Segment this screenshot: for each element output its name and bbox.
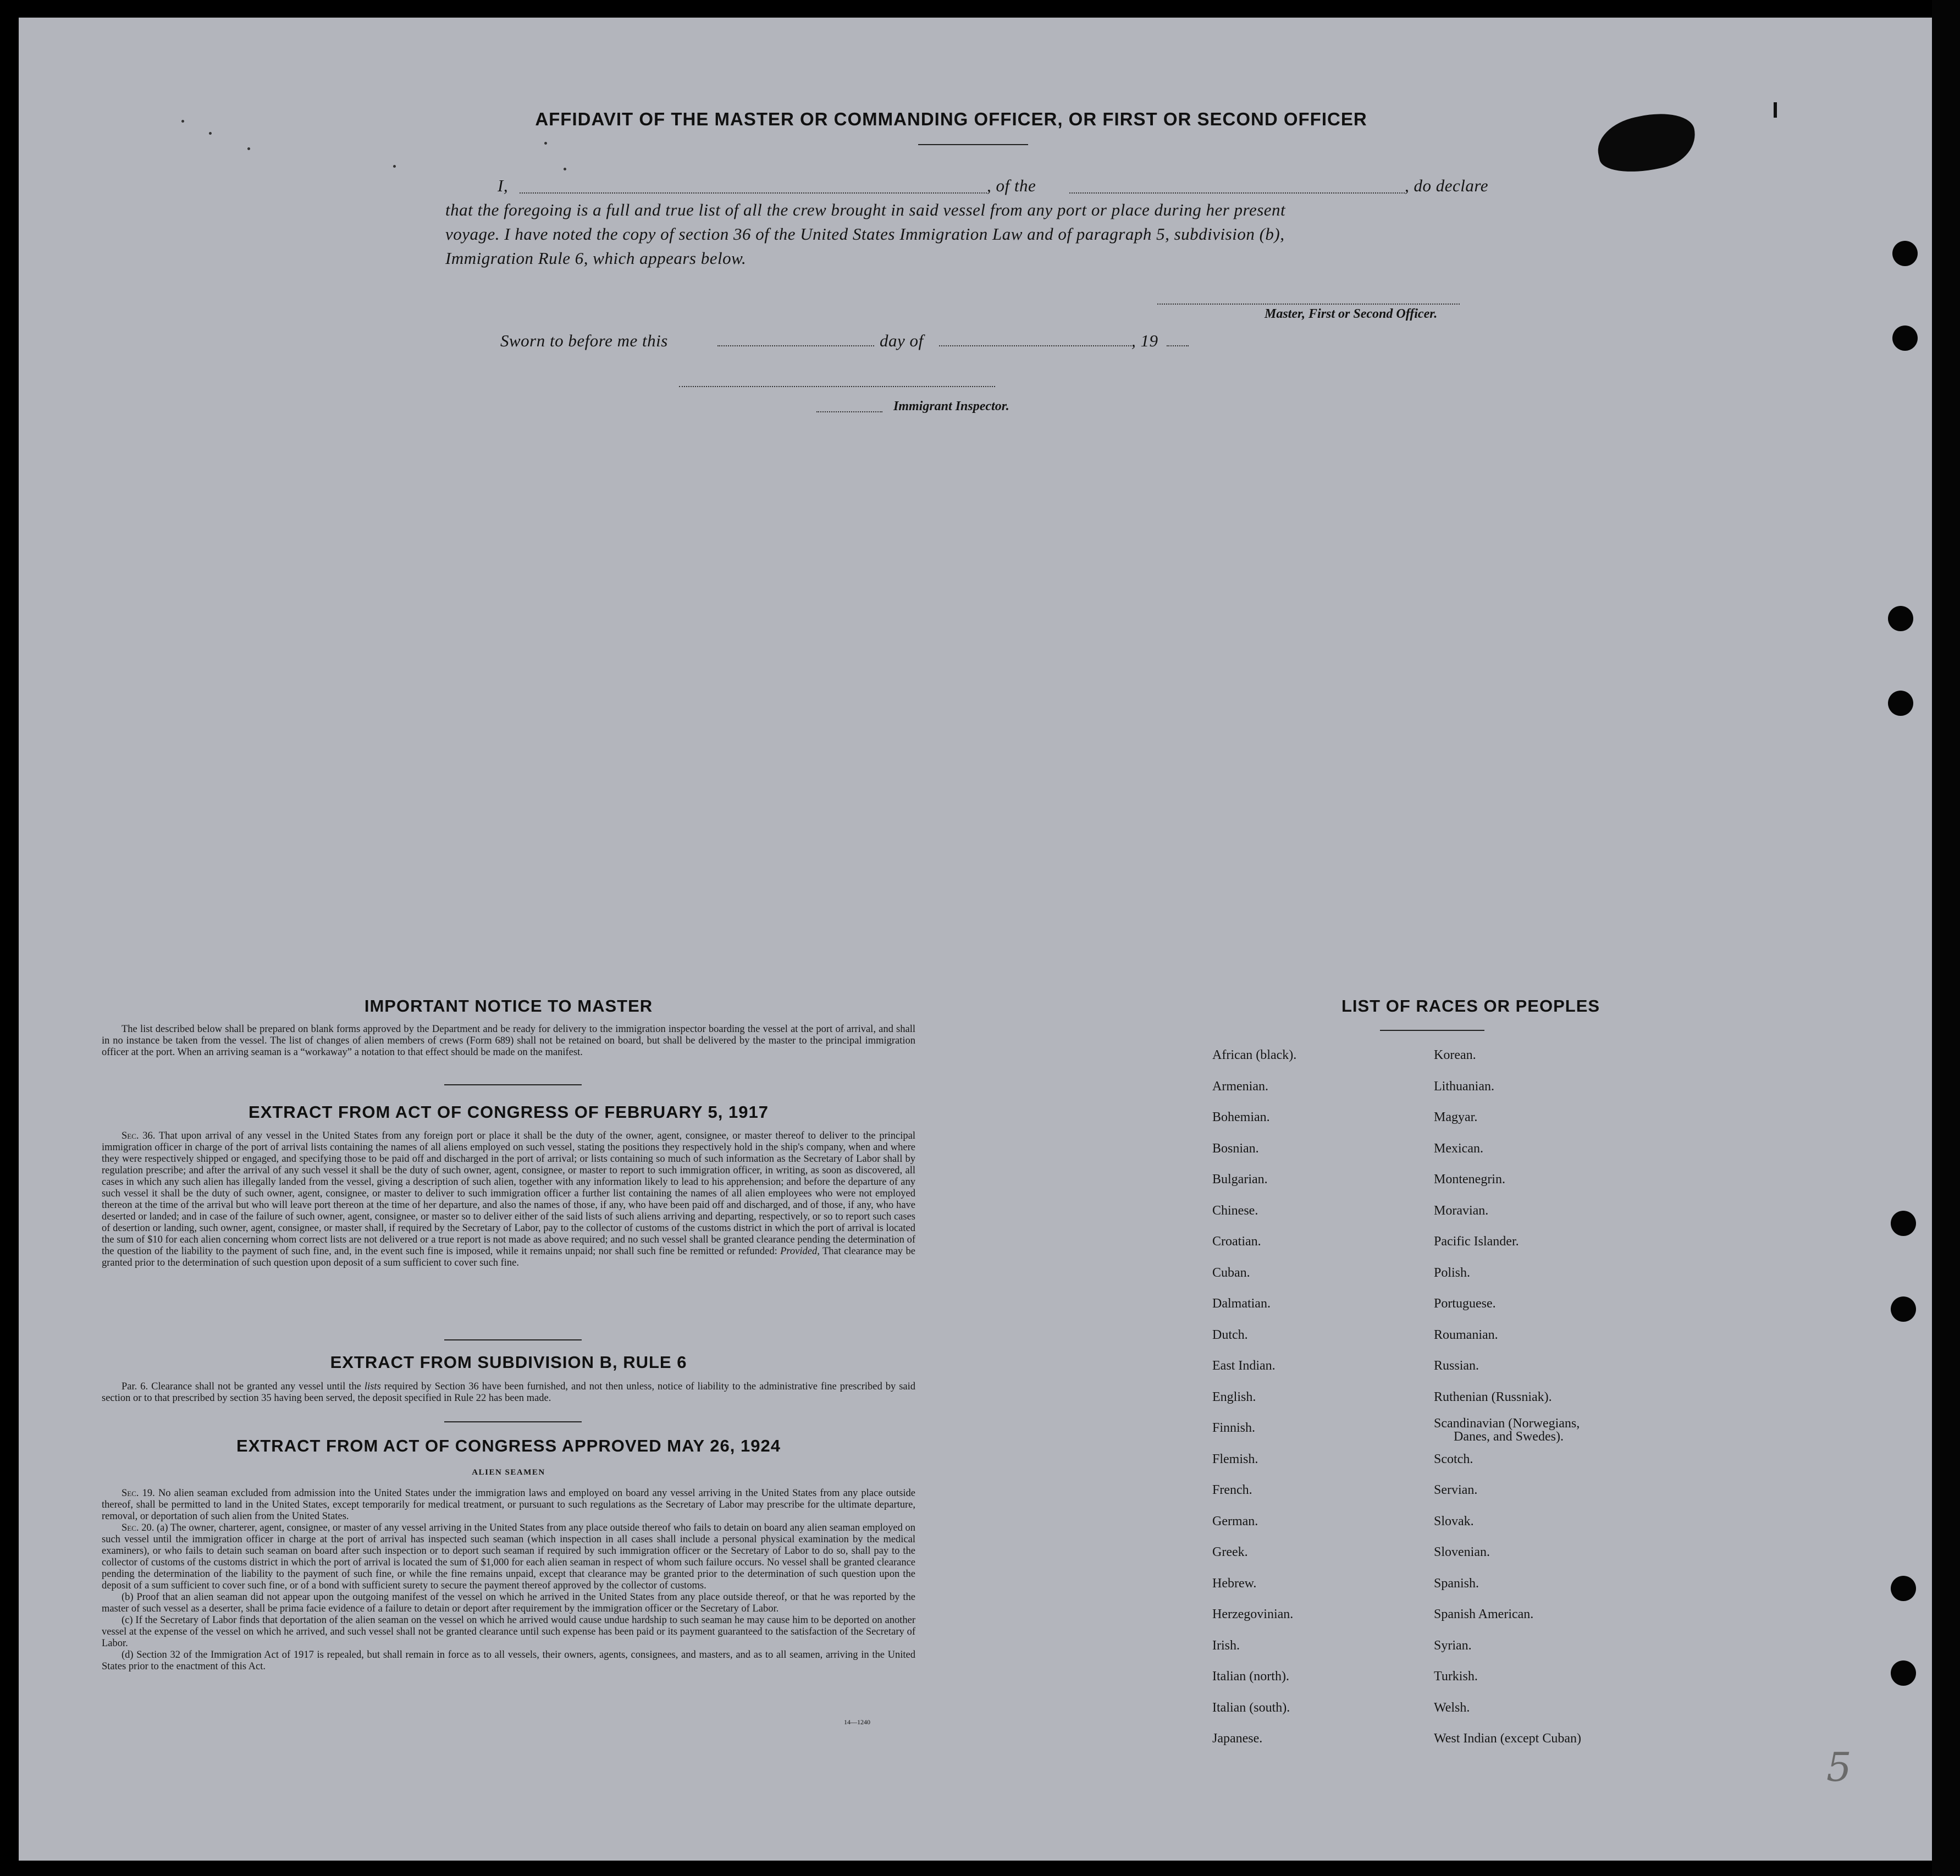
section-rule: [444, 1339, 582, 1340]
races-rule: [1380, 1030, 1484, 1031]
race-item: Croatian.: [1212, 1234, 1261, 1249]
race-item: West Indian (except Cuban): [1434, 1731, 1581, 1746]
race-item: Finnish.: [1212, 1421, 1256, 1435]
rule-6-body: [102, 1381, 915, 1404]
race-item: Dutch.: [1212, 1327, 1248, 1342]
sec-36-text: That upon arrival of any vessel in the United States from any foreign port or place it shall be the duty of the owner, agent, consignee, or master thereof to deliver to the principal immigration officer in charge of the port of arrival lists containing the names of all aliens employed on such vessel, stating the positions they respectively hold in the ship's company, when and where they were respectively shipped or engaged, and specifying those to be paid off and discharged in the port of arrival; or lists containing so much of such information as the Secretary of Labor shall by regulation prescribe; and after the arrival of any such vessel it shall be the duty of such owner, agent, consignee, or master to report to such immigration officer, in writing, as soon as discovered, all cases in which any such alien has illegally landed from the vessel, giving a description of such alien, together with any information likely to lead to his apprehension; and before the departure of any such vessel it shall be the duty of such owner, agent, consignee, or master to deliver to such immigration officer a further list containing the names of all alien employees who were not employed thereon at the time of the arrival but who will leave port thereon at the time of her departure, and also the names of those, if any, who have been paid off and discharged, and of those, if any, who have deserted or landed; and in case of the failure of such owner, agent, consignee, or master so to deliver either of the said lists of such aliens arriving and departing, respectively, or so to report such cases of desertion or landing, such owner, agent, consignee, or master shall, if required by the Secretary of Labor, pay to the collector of customs of the customs district in which the port of arrival is located the sum of $10 for each alien concerning whom correct lists are not delivered or a true report is not made as above required; and no such vessel shall be granted clearance pending the determination of the question of the liability to the payment of such fine, and, in the event such fine is imposed, while it remains unpaid; nor shall such fine be remitted or refunded:: [102, 1130, 916, 1257]
binder-hole: [1892, 325, 1918, 351]
sworn-prefix: Sworn to before me this: [500, 331, 668, 350]
sec-36-label: Sec. 36.: [122, 1130, 156, 1141]
race-item: Korean.: [1434, 1048, 1476, 1062]
race-item: African (black).: [1212, 1048, 1297, 1062]
sec-20b: (b) Proof that an alien seaman did not appear upon the outgoing manifest of the vessel on which he arrived in the United States from any place outside thereof, or that he was reported by the master of such vessel as a deserter, shall be prima facie evidence of a failure to detain or deport after requirement by the immigration officer or the Secretary of Labor.: [102, 1592, 915, 1614]
race-item: French.: [1212, 1483, 1252, 1497]
rule-6-text: [102, 1381, 915, 1404]
race-item: Roumanian.: [1434, 1327, 1498, 1342]
alien-seamen-subtitle: ALIEN SEAMEN: [472, 1468, 545, 1477]
race-item: Cuban.: [1212, 1265, 1250, 1280]
race-item: Scandinavian (Norwegians,: [1434, 1416, 1580, 1431]
race-item: Greek.: [1212, 1545, 1248, 1559]
extract-1917-body: [102, 1130, 915, 1269]
speck: [393, 165, 396, 168]
title-rule: [918, 144, 1028, 145]
master-signature-caption: Master, First or Second Officer.: [1265, 307, 1438, 321]
binder-hole: [1891, 1211, 1916, 1236]
race-item-continuation: Danes, and Swedes).: [1454, 1430, 1564, 1444]
race-item: Slovak.: [1434, 1514, 1474, 1529]
sworn-day-of: day of: [880, 331, 924, 350]
section-rule: [444, 1084, 582, 1085]
sworn-year-blank[interactable]: [1167, 345, 1189, 346]
notice-title: IMPORTANT NOTICE TO MASTER: [364, 996, 653, 1016]
inspector-prefix-blank[interactable]: [816, 411, 882, 412]
rule-6-start: Par. 6. Clearance shall not be granted any vessel until the: [122, 1381, 361, 1392]
race-item: Italian (south).: [1212, 1700, 1290, 1715]
race-item: Herzegovinian.: [1212, 1607, 1294, 1621]
binder-hole: [1888, 691, 1913, 716]
notice-text: [102, 1024, 915, 1058]
speck: [181, 120, 184, 123]
binder-hole: [1891, 1296, 1916, 1322]
binder-hole: [1891, 1660, 1916, 1686]
extract-1924-title: EXTRACT FROM ACT OF CONGRESS APPROVED MAY 26, 1924: [236, 1436, 781, 1455]
race-item: Spanish American.: [1434, 1607, 1534, 1621]
race-item: Italian (north).: [1212, 1669, 1289, 1684]
sworn-year: , 19: [1131, 331, 1158, 350]
affidavit-i: I,: [498, 176, 509, 195]
extract-1917-text: [102, 1130, 915, 1269]
race-item: English.: [1212, 1389, 1256, 1404]
ink-mark: [1774, 102, 1777, 118]
race-item: Flemish.: [1212, 1452, 1258, 1466]
race-item: Japanese.: [1212, 1731, 1263, 1746]
race-item: Russian.: [1434, 1359, 1479, 1373]
speck: [544, 142, 547, 145]
race-item: East Indian.: [1212, 1359, 1276, 1373]
sec-20-label: Sec. 20.: [122, 1522, 154, 1533]
section-rule: [444, 1421, 582, 1422]
rule-6-lists: lists: [364, 1381, 381, 1392]
affidavit-line-4: Immigration Rule 6, which appears below.: [445, 249, 747, 268]
sec-19-label: Sec. 19.: [122, 1488, 155, 1499]
race-item: Pacific Islander.: [1434, 1234, 1519, 1249]
sec-20a: [102, 1522, 915, 1592]
race-item: German.: [1212, 1514, 1258, 1529]
vessel-blank[interactable]: [1069, 192, 1405, 194]
sec-20c: (c) If the Secretary of Labor finds that deportation of the alien seaman on the vessel on which he arrived would cause undue hardship to such seaman he may cause him to be deported on another vessel at the expense of the vessel on which he arrived, and such vessel shall not be granted clearance until such expense has been paid or its payment guaranteed to the satisfaction of the Secretary of Labor.: [102, 1615, 915, 1649]
race-item: Montenegrin.: [1434, 1172, 1505, 1187]
race-item: Armenian.: [1212, 1079, 1268, 1094]
rule-6-title: EXTRACT FROM SUBDIVISION B, RULE 6: [330, 1353, 687, 1372]
binder-hole: [1888, 606, 1913, 631]
sec-36-end: That clearance may be granted prior to the determination of such question upon deposit of a sum sufficient to cover such fine.: [102, 1246, 916, 1268]
race-item: Spanish.: [1434, 1576, 1479, 1591]
notice-body: The list described below shall be prepared on blank forms approved by the Department and be ready for delivery to the immigration inspector boarding the vessel at the port of arrival, and shall in no instance be taken from the vessel. The list of changes of alien members of crews (Form 689) shall not be retained on board, but shall be delivered by the master to the principal immigration officer at the port. When an arriving seaman is a “workaway” a notation to that effect should be made on the manifest.: [102, 1024, 915, 1058]
race-item: Lithuanian.: [1434, 1079, 1494, 1094]
handwritten-page-number: 5: [1826, 1744, 1852, 1790]
affidavit-title: AFFIDAVIT OF THE MASTER OR COMMANDING OFFICER, OR FIRST OR SECOND OFFICER: [535, 109, 1367, 129]
scan-edge: [1932, 0, 1960, 1876]
extract-1917-title: EXTRACT FROM ACT OF CONGRESS OF FEBRUARY 5, 1917: [249, 1102, 769, 1122]
name-blank[interactable]: [520, 192, 987, 194]
race-item: Bosnian.: [1212, 1141, 1259, 1156]
sec-20a-text: (a) The owner, charterer, agent, consignee, or master of any vessel arriving in the United States from any place outside thereof who fails to detain on board any alien seaman employed on such vessel until the immigration officer in charge at the port of arrival has inspected such seaman (which inspection in all cases shall include a personal physical examination by the medical examiners), or who fails to detain such seaman on board after such inspection or to deport such seaman if required by such immigration officer or the Secretary of Labor to do so, shall pay to the collector of customs of the customs district in which the port of arrival is located the sum of $1,000 for each alien seaman in respect of whom such failure occurs. No vessel shall be granted clearance pending the determination of the liability to the payment of such fine, or while the fine remains unpaid, except that clearance may be granted prior to the determination of such question upon the deposit of a sum sufficient to cover such fine, or of a bond with sufficient surety to secure the payment thereof approved by the collector of customs.: [102, 1522, 916, 1591]
race-item: Irish.: [1212, 1638, 1240, 1653]
race-item: Mexican.: [1434, 1141, 1483, 1156]
form-number: 14—1240: [844, 1718, 870, 1726]
race-item: Slovenian.: [1434, 1545, 1490, 1559]
binder-hole: [1891, 1576, 1916, 1601]
affidavit-of-the: , of the: [987, 176, 1036, 195]
affidavit-line-3: voyage. I have noted the copy of section 36 of the United States Immigration Law and of paragraph 5, subdivision (b),: [445, 224, 1285, 244]
race-item: Magyar.: [1434, 1110, 1478, 1124]
race-item: Turkish.: [1434, 1669, 1478, 1684]
master-signature-blank[interactable]: [1157, 304, 1460, 305]
affidavit-line-2: that the foregoing is a full and true list of all the crew brought in said vessel from any port or place during her present: [445, 200, 1286, 219]
sworn-day-blank[interactable]: [717, 345, 874, 346]
provided-word: Provided,: [780, 1246, 820, 1257]
binder-hole: [1892, 241, 1918, 266]
race-item: Bulgarian.: [1212, 1172, 1268, 1187]
race-item: Polish.: [1434, 1265, 1471, 1280]
race-item: Portuguese.: [1434, 1296, 1496, 1311]
race-item: Moravian.: [1434, 1203, 1489, 1218]
race-item: Scotch.: [1434, 1452, 1473, 1466]
affidavit-do-declare: , do declare: [1405, 176, 1489, 195]
speck: [247, 147, 250, 150]
speck: [564, 168, 566, 170]
speck: [209, 132, 212, 135]
race-item: Dalmatian.: [1212, 1296, 1271, 1311]
sec-19-text: No alien seaman excluded from admission into the United States under the immigration laws and employed on board any vessel arriving in the United States from any place outside thereof, shall be permitted to land in the United States, except temporarily for medical treatment, or pursuant to such regulations as the Secretary of Labor may prescribe for the ultimate departure, removal, or deportation of such alien from the United States.: [102, 1488, 915, 1522]
race-item: Chinese.: [1212, 1203, 1258, 1218]
rule-6-end: required by Section 36 have been furnished, and not then unless, notice of liability to the administrative fine prescribed by said section or to that prescribed by section 35 having been served, the deposit specified in Rule 22 has been made.: [102, 1381, 916, 1404]
races-title: LIST OF RACES OR PEOPLES: [1341, 996, 1600, 1016]
race-item: Ruthenian (Russniak).: [1434, 1389, 1552, 1404]
race-item: Servian.: [1434, 1483, 1478, 1497]
sworn-month-blank[interactable]: [939, 345, 1131, 346]
race-item: Hebrew.: [1212, 1576, 1257, 1591]
inspector-caption: Immigrant Inspector.: [893, 399, 1009, 413]
race-item: Syrian.: [1434, 1638, 1472, 1653]
sec-20d: (d) Section 32 of the Immigration Act of 1917 is repealed, but shall remain in force as to all vessels, their owners, agents, consignees, and masters, and as to all seamen, arriving in the United States prior to the enactment of this Act.: [102, 1649, 915, 1672]
race-item: Welsh.: [1434, 1700, 1470, 1715]
race-item: Bohemian.: [1212, 1110, 1270, 1124]
inspector-signature-blank[interactable]: [679, 386, 995, 387]
extract-1924-text: [102, 1488, 915, 1673]
sec-19: [102, 1488, 915, 1522]
